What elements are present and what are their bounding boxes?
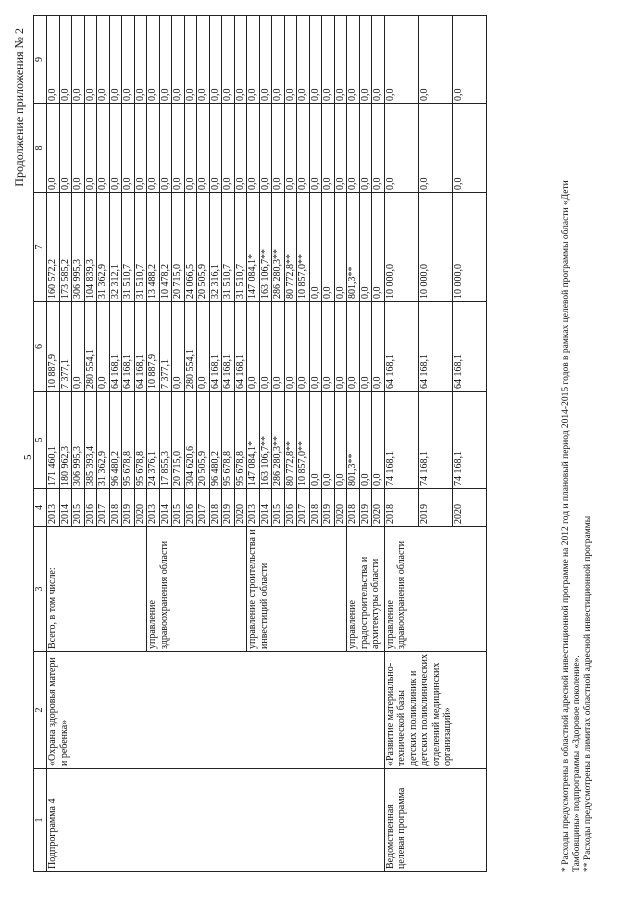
value-cell: 0,0 xyxy=(309,16,322,104)
year-cell: 2013 xyxy=(247,489,260,527)
header-row xyxy=(34,16,47,872)
value-cell: 385 393,4 xyxy=(84,392,97,489)
value-cell: 13 488,2 xyxy=(147,193,160,302)
value-cell: 0,0 xyxy=(372,16,385,104)
value-cell: 31 362,9 xyxy=(97,392,110,489)
value-cell: 10 857,0** xyxy=(297,193,310,302)
year-cell: 2013 xyxy=(47,489,60,527)
value-cell: 31 362,9 xyxy=(97,193,110,302)
program-name: «Охрана здоровья матери и ребенка» xyxy=(47,652,385,769)
value-cell: 0,0 xyxy=(309,392,322,489)
column-header: 3 xyxy=(34,527,47,652)
value-cell: 10 478,2 xyxy=(159,193,172,302)
year-cell: 2020 xyxy=(334,489,347,527)
value-cell: 0,0 xyxy=(284,104,297,193)
value-cell: 0,0 xyxy=(109,104,122,193)
executor-label: управление здравоохранения области xyxy=(147,527,247,652)
value-cell: 24 376,1 xyxy=(147,392,160,489)
year-cell: 2018 xyxy=(209,489,222,527)
value-cell: 0,0 xyxy=(297,104,310,193)
year-cell: 2019 xyxy=(322,489,335,527)
column-header: 4 xyxy=(34,489,47,527)
value-cell: 0,0 xyxy=(97,16,110,104)
value-cell: 0,0 xyxy=(172,104,185,193)
value-cell: 0,0 xyxy=(247,16,260,104)
value-cell: 306 995,3 xyxy=(72,392,85,489)
value-cell: 0,0 xyxy=(147,16,160,104)
value-cell: 160 572,2 xyxy=(47,193,60,302)
value-cell: 31 510,7 xyxy=(134,193,147,302)
column-header: 5 xyxy=(34,392,47,489)
value-cell: 0,0 xyxy=(209,16,222,104)
value-cell: 10 000,0 xyxy=(452,193,486,302)
value-cell: 280 554,1 xyxy=(84,302,97,392)
value-cell: 96 480,2 xyxy=(209,392,222,489)
value-cell: 0,0 xyxy=(259,104,272,193)
year-cell: 2019 xyxy=(222,489,235,527)
year-cell: 2014 xyxy=(159,489,172,527)
value-cell: 0,0 xyxy=(272,104,285,193)
value-cell: 24 066,5 xyxy=(184,193,197,302)
program-name: «Развитие материально-технической базы детских поликлиник и детских поликлинических отделений медицинских организаций» xyxy=(384,652,486,769)
value-cell: 0,0 xyxy=(234,16,247,104)
value-cell: 163 106,7** xyxy=(259,392,272,489)
value-cell: 0,0 xyxy=(372,392,385,489)
value-cell: 0,0 xyxy=(97,104,110,193)
value-cell: 0,0 xyxy=(72,104,85,193)
value-cell: 0,0 xyxy=(334,104,347,193)
value-cell: 0,0 xyxy=(359,392,372,489)
value-cell: 0,0 xyxy=(322,104,335,193)
footnote: Тамбовщины» подпрограммы «Здоровое поколение». xyxy=(572,655,582,872)
value-cell: 0,0 xyxy=(47,104,60,193)
value-cell: 0,0 xyxy=(222,104,235,193)
value-cell: 0,0 xyxy=(197,16,210,104)
value-cell: 171 460,1 xyxy=(47,392,60,489)
value-cell: 0,0 xyxy=(134,16,147,104)
value-cell: 80 772,8** xyxy=(284,193,297,302)
value-cell: 0,0 xyxy=(272,16,285,104)
value-cell: 31 510,7 xyxy=(122,193,135,302)
value-cell: 74 168,1 xyxy=(452,392,486,489)
value-cell: 20 715,0 xyxy=(172,392,185,489)
year-cell: 2018 xyxy=(109,489,122,527)
value-cell: 31 510,7 xyxy=(234,193,247,302)
value-cell: 7 377,1 xyxy=(159,302,172,392)
continuation-title: Продолжение приложения № 2 xyxy=(12,28,26,187)
value-cell: 64 168,1 xyxy=(134,302,147,392)
column-header: 9 xyxy=(34,16,47,104)
value-cell: 0,0 xyxy=(452,16,486,104)
executor-label: управление здравоохранения области xyxy=(384,527,486,652)
value-cell: 0,0 xyxy=(384,104,418,193)
value-cell: 0,0 xyxy=(347,302,360,392)
value-cell: 0,0 xyxy=(322,302,335,392)
value-cell: 0,0 xyxy=(209,104,222,193)
year-cell: 2018 xyxy=(384,489,418,527)
column-header: 1 xyxy=(34,769,47,872)
footnotes xyxy=(561,12,594,872)
value-cell: 64 168,1 xyxy=(452,302,486,392)
year-cell: 2015 xyxy=(72,489,85,527)
year-cell: 2015 xyxy=(272,489,285,527)
value-cell: 0,0 xyxy=(259,302,272,392)
year-cell: 2020 xyxy=(234,489,247,527)
value-cell: 147 084,1* xyxy=(247,193,260,302)
executor-label: Всего, в том числе: xyxy=(47,527,147,652)
value-cell: 0,0 xyxy=(259,16,272,104)
value-cell: 0,0 xyxy=(359,104,372,193)
value-cell: 0,0 xyxy=(322,193,335,302)
year-cell: 2018 xyxy=(347,489,360,527)
value-cell: 10 000,0 xyxy=(418,193,452,302)
value-cell: 0,0 xyxy=(309,104,322,193)
value-cell: 10 857,0** xyxy=(297,392,310,489)
value-cell: 17 855,3 xyxy=(159,392,172,489)
value-cell: 0,0 xyxy=(452,104,486,193)
value-cell: 0,0 xyxy=(59,104,72,193)
value-cell: 96 480,2 xyxy=(109,392,122,489)
year-cell: 2019 xyxy=(122,489,135,527)
value-cell: 286 280,3** xyxy=(272,392,285,489)
value-cell: 95 678,8 xyxy=(222,392,235,489)
year-cell: 2017 xyxy=(297,489,310,527)
value-cell: 0,0 xyxy=(197,302,210,392)
table-row xyxy=(47,16,60,872)
value-cell: 306 995,3 xyxy=(72,193,85,302)
value-cell: 0,0 xyxy=(172,16,185,104)
year-cell: 2016 xyxy=(184,489,197,527)
value-cell: 0,0 xyxy=(347,16,360,104)
value-cell: 64 168,1 xyxy=(418,302,452,392)
value-cell: 0,0 xyxy=(284,302,297,392)
value-cell: 0,0 xyxy=(247,104,260,193)
value-cell: 32 312,1 xyxy=(109,193,122,302)
year-cell: 2016 xyxy=(84,489,97,527)
value-cell: 20 505,9 xyxy=(197,392,210,489)
value-cell: 147 084,1* xyxy=(247,392,260,489)
value-cell: 64 168,1 xyxy=(384,302,418,392)
value-cell: 0,0 xyxy=(347,104,360,193)
value-cell: 0,0 xyxy=(184,104,197,193)
value-cell: 0,0 xyxy=(334,302,347,392)
value-cell: 286 280,3** xyxy=(272,193,285,302)
value-cell: 0,0 xyxy=(418,104,452,193)
value-cell: 0,0 xyxy=(172,302,185,392)
value-cell: 0,0 xyxy=(197,104,210,193)
value-cell: 0,0 xyxy=(359,193,372,302)
value-cell: 0,0 xyxy=(84,16,97,104)
year-cell: 2020 xyxy=(452,489,486,527)
value-cell: 0,0 xyxy=(134,104,147,193)
value-cell: 20 715,0 xyxy=(172,193,185,302)
value-cell: 31 510,7 xyxy=(222,193,235,302)
value-cell: 10 887,9 xyxy=(47,302,60,392)
year-cell: 2020 xyxy=(372,489,385,527)
value-cell: 180 962,3 xyxy=(59,392,72,489)
year-cell: 2017 xyxy=(197,489,210,527)
year-cell: 2019 xyxy=(418,489,452,527)
value-cell: 0,0 xyxy=(184,16,197,104)
value-cell: 0,0 xyxy=(159,16,172,104)
value-cell: 0,0 xyxy=(309,302,322,392)
table-row xyxy=(384,16,418,872)
value-cell: 0,0 xyxy=(122,104,135,193)
value-cell: 32 316,1 xyxy=(209,193,222,302)
value-cell: 95 678,8 xyxy=(122,392,135,489)
value-cell: 0,0 xyxy=(372,104,385,193)
value-cell: 0,0 xyxy=(97,302,110,392)
footnote: * Расходы предусмотрены в областной адресной инвестиционной программе на 2012 год и плановый период 2014-2015 годов в рамках целевой программы области «Дети xyxy=(561,180,571,872)
value-cell: 0,0 xyxy=(247,302,260,392)
value-cell: 64 168,1 xyxy=(209,302,222,392)
footnote: ** Расходы предусмотрены в лимитах областной адресной инвестиционной программы xyxy=(583,515,593,872)
value-cell: 20 505,9 xyxy=(197,193,210,302)
value-cell: 0,0 xyxy=(297,302,310,392)
value-cell: 0,0 xyxy=(334,392,347,489)
value-cell: 0,0 xyxy=(47,16,60,104)
value-cell: 0,0 xyxy=(322,16,335,104)
column-header: 8 xyxy=(34,104,47,193)
value-cell: 163 106,7** xyxy=(259,193,272,302)
value-cell: 0,0 xyxy=(322,392,335,489)
value-cell: 801,3** xyxy=(347,193,360,302)
value-cell: 0,0 xyxy=(109,16,122,104)
value-cell: 0,0 xyxy=(147,104,160,193)
value-cell: 74 168,1 xyxy=(418,392,452,489)
executor-label: управление градостроительства и архитектуры области xyxy=(347,527,385,652)
value-cell: 0,0 xyxy=(309,193,322,302)
year-cell: 2013 xyxy=(147,489,160,527)
value-cell: 0,0 xyxy=(72,302,85,392)
year-cell: 2020 xyxy=(134,489,147,527)
value-cell: 104 839,3 xyxy=(84,193,97,302)
value-cell: 10 887,9 xyxy=(147,302,160,392)
value-cell: 0,0 xyxy=(372,302,385,392)
year-cell: 2014 xyxy=(59,489,72,527)
value-cell: 64 168,1 xyxy=(234,302,247,392)
budget-table xyxy=(33,15,487,872)
program-type: Ведомственная целевая программа xyxy=(384,769,486,872)
value-cell: 0,0 xyxy=(284,16,297,104)
value-cell: 0,0 xyxy=(159,104,172,193)
value-cell: 0,0 xyxy=(59,16,72,104)
program-type: Подпрограмма 4 xyxy=(47,769,385,872)
value-cell: 0,0 xyxy=(222,16,235,104)
value-cell: 10 000,0 xyxy=(384,193,418,302)
value-cell: 0,0 xyxy=(359,16,372,104)
year-cell: 2019 xyxy=(359,489,372,527)
value-cell: 95 678,8 xyxy=(134,392,147,489)
value-cell: 64 168,1 xyxy=(222,302,235,392)
column-header: 2 xyxy=(34,652,47,769)
value-cell: 280 554,1 xyxy=(184,302,197,392)
column-header: 7 xyxy=(34,193,47,302)
value-cell: 0,0 xyxy=(384,16,418,104)
value-cell: 80 772,8** xyxy=(284,392,297,489)
value-cell: 173 585,2 xyxy=(59,193,72,302)
year-cell: 2015 xyxy=(172,489,185,527)
value-cell: 7 377,1 xyxy=(59,302,72,392)
value-cell: 0,0 xyxy=(272,302,285,392)
value-cell: 0,0 xyxy=(84,104,97,193)
year-cell: 2018 xyxy=(309,489,322,527)
year-cell: 2016 xyxy=(284,489,297,527)
value-cell: 74 168,1 xyxy=(384,392,418,489)
value-cell: 0,0 xyxy=(359,302,372,392)
year-cell: 2014 xyxy=(259,489,272,527)
value-cell: 0,0 xyxy=(372,193,385,302)
column-header: 6 xyxy=(34,302,47,392)
executor-label: управление строительства и инвестиций области xyxy=(247,527,347,652)
value-cell: 801,3** xyxy=(347,392,360,489)
page-number: 5 xyxy=(22,454,34,460)
value-cell: 0,0 xyxy=(418,16,452,104)
value-cell: 0,0 xyxy=(122,16,135,104)
value-cell: 0,0 xyxy=(234,104,247,193)
value-cell: 64 168,1 xyxy=(109,302,122,392)
value-cell: 95 678,8 xyxy=(234,392,247,489)
value-cell: 0,0 xyxy=(72,16,85,104)
value-cell: 0,0 xyxy=(334,16,347,104)
year-cell: 2017 xyxy=(97,489,110,527)
value-cell: 64 168,1 xyxy=(122,302,135,392)
value-cell: 0,0 xyxy=(297,16,310,104)
value-cell: 304 620,6 xyxy=(184,392,197,489)
value-cell: 0,0 xyxy=(334,193,347,302)
